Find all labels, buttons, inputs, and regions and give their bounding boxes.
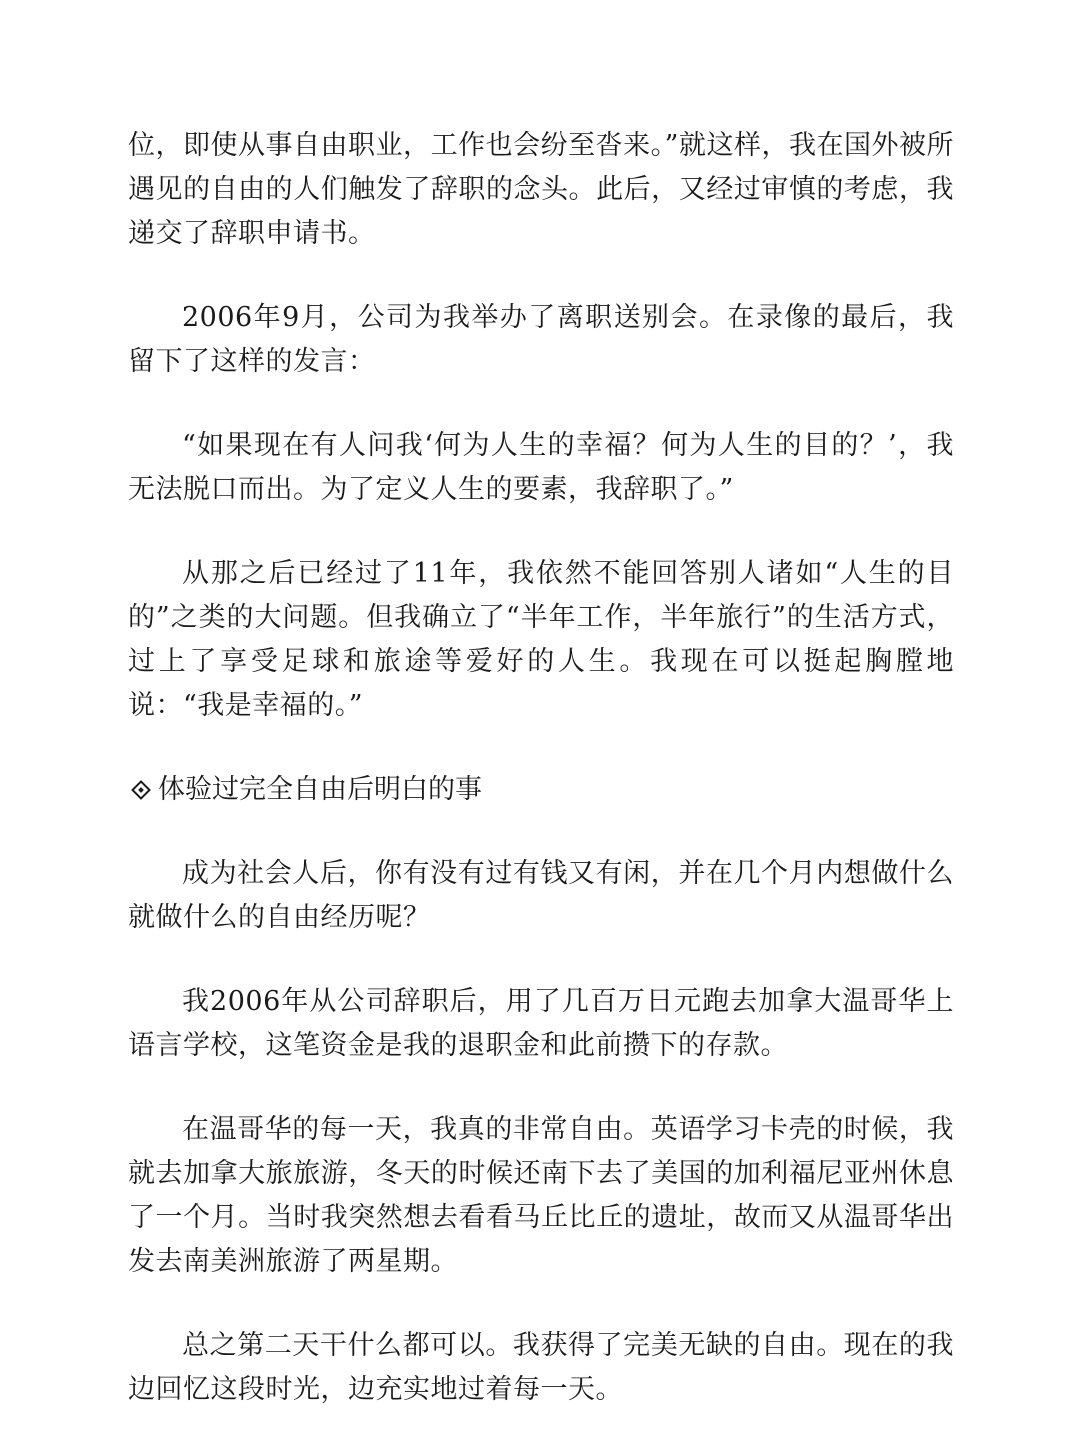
document-page xyxy=(128,124,954,1452)
paragraph-1: 位，即使从事自由职业，工作也会纷至沓来。”就这样，我在国外被所遇见的自由的人们触发了辞职的念头。此后，又经过审慎的考虑，我递交了辞职申请书。 xyxy=(128,130,954,249)
paragraph-7: 在温哥华的每一天，我真的非常自由。英语学习卡壳的时候，我就去加拿大旅旅游，冬天的时候还南下去了美国的加利福尼亚州休息了一个月。当时我突然想去看看马丘比丘的遗址，故而又从温哥华出发去南美洲旅游了两星期。 xyxy=(128,1114,954,1277)
section-heading-text: 体验过完全自由后明白的事 xyxy=(158,774,482,805)
paragraph-4: 从那之后已经过了11年，我依然不能回答别人诸如“人生的目的”之类的大问题。但我确立了“半年工作，半年旅行”的生活方式，过上了享受足球和旅途等爱好的人生。我现在可以挺起胸膛地说：“我是幸福的。” xyxy=(128,558,954,721)
paragraph-3: “如果现在有人问我‘何为人生的幸福？何为人生的目的？’，我无法脱口而出。为了定义人生的要素，我辞职了。” xyxy=(128,430,954,505)
paragraph-5: 成为社会人后，你有没有过有钱又有闲，并在几个月内想做什么就做什么的自由经历呢？ xyxy=(128,858,954,933)
paragraph-6: 我2006年从公司辞职后，用了几百万日元跑去加拿大温哥华上语言学校，这笔资金是我的退职金和此前攒下的存款。 xyxy=(128,986,954,1061)
section-heading xyxy=(128,768,954,812)
paragraph-2: 2006年9月，公司为我举办了离职送别会。在录像的最后，我留下了这样的发言： xyxy=(128,302,954,377)
paragraph-8: 总之第二天干什么都可以。我获得了完美无缺的自由。现在的我边回忆这段时光，边充实地过着每一天。 xyxy=(128,1330,954,1405)
diamond-bullet-icon xyxy=(131,780,151,800)
